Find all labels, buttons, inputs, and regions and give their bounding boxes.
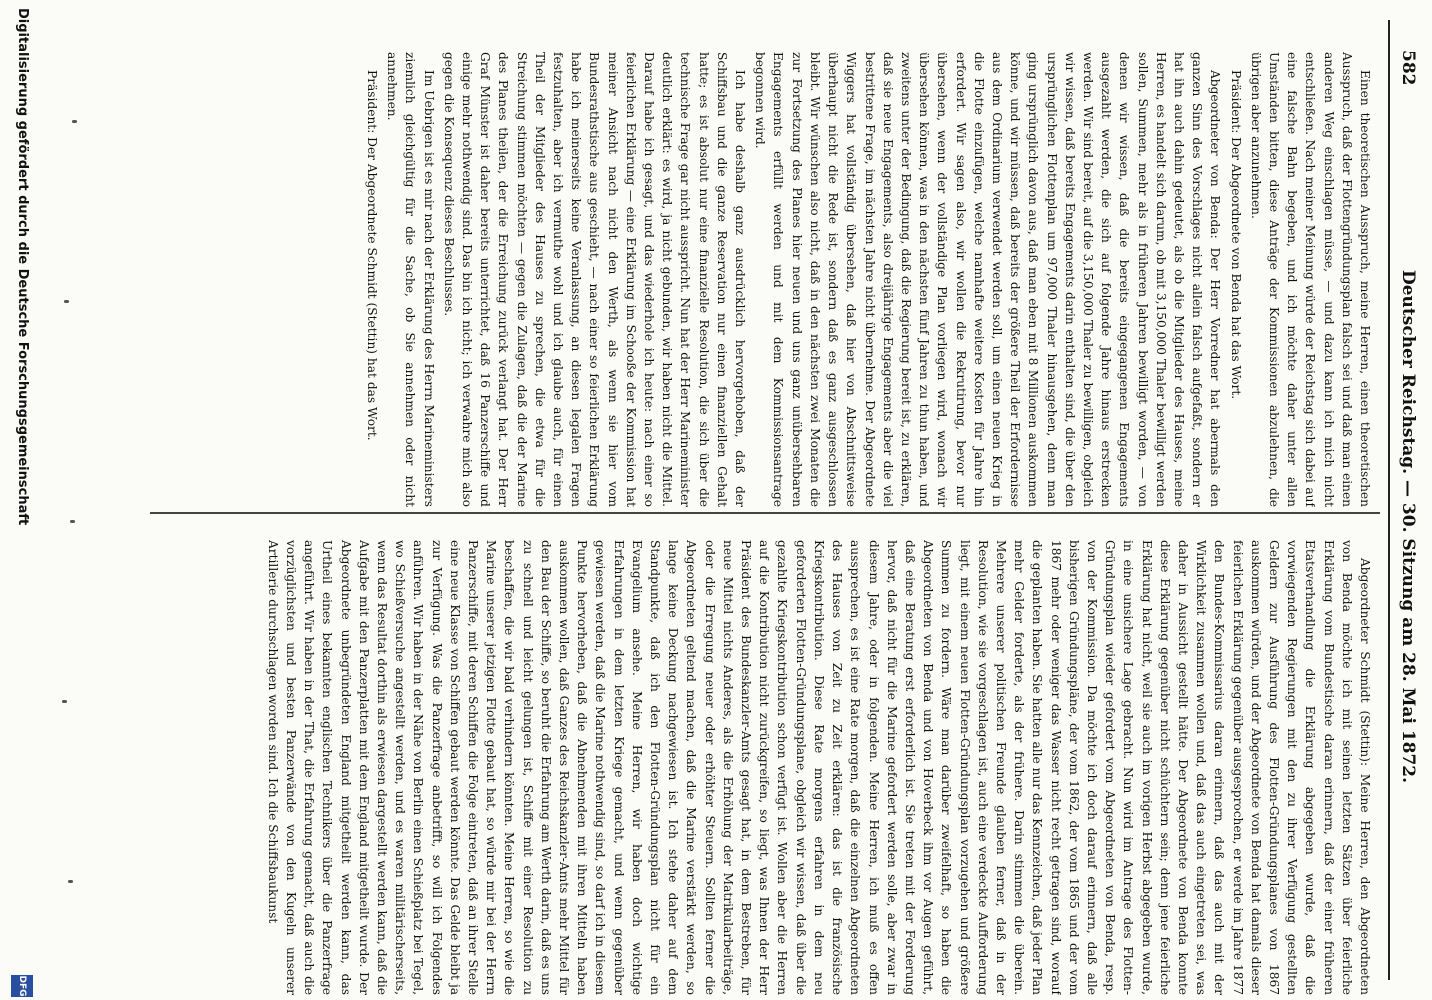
paragraph: Abgeordneter Schmidt (Stettin): Meine Herren, den Abgeordneten von Benda möchte ich mit seinen letzten Sätzen über feierliche Erklärung vom Bundestische daran erinnern, daß der einer früheren Etatsverhandlung die Erklärung abgegeben wurde, daß die vorwiegenden Regierungen mit den zu ihrer Verfügung gestellten Geldern zur Ausführung des Flotten-Gründungsplanes von 1867 auskommen würden, und der Abgeordnete von Benda hat damals dieser feierlichen Erklärung gegenüber ausgesprochen, er werde im Jahre 1877 den Bundes-Kommissarius daran erinnern, daß das auch mit der Wirklichkeit zusammen wollen und, daß das auch eingetreten sei, was daher in Aussicht gestellt hätte. Der Abgeordnete von Benda konnte diese Erklärung gegenüber nicht schüchtern sein; denn jene feierliche Erklärung hat nicht, weil sie auch im vorigen Herbst abgegeben wurde, in eine unsichere Lage gebracht. Nun wird im Antrage des Flotten-Gründungsplan wieder gefordert vom Abgeordneten von Benda, resp. von der Kommission. Da möchte ich doch darauf erinnern, daß alle bisherigen Gründungspläne, der vom 1862, der vom 1865 und der vom 1867 mehr oder weniger das Wasser nicht recht getragen sind, worauf die geplanten haben. Sie hatten alle nur das Kennzeichen, daß jeder Plan mehr Gelder forderte, als der frühere. Darin stimmen die überein. Mehrere unserer politischen Freunde glauben ferner, daß in der Resolution, wie sie vorgeschlagen ist, auch eine verdeckte Aufforderung liegt, mit einem neuen Flotten-Gründungsplan vorzugehen und größere Summen zu fordern. Wäre man darüber zweifelhaft, so haben die Abgeordneten von Benda und von Hoverbeck ihm vor Augen geführt, daß eine Beratung erst erforderlich ist. Sie treten mit der Forderung hervor, daß nicht für die Marine gefordert werden solle, aber zwar in diesem Jahre, oder in folgenden. Meine Herren, ich muß es offen aussprechen, es ist eine Rate morgen, daß die einzelnen Abgeordneten des Hauses von Zeit zu Zeit erklären: das ist die französische Kriegskontribution. Diese Rate morgens erfahren in dem neu geforderten Flotten-Gründungsplane, obgleich wir wissen, daß über die gezahlte Kriegskontribution schon verfügt ist. Wollen aber die Herren auf die Kontribution nicht zurückgreifen, so liegt, was Ihnen der Herr Präsident des Bundeskanzler-Amts gesagt hat, in dem Bestreben, für neue Mittel nichts Anderes, als die Erhöhung der Matrikularbeiträge, oder die Erregung neuer oder erhöhter Steuern. Sollten ferner die Abgeordneten geltend machen, daß die Marine verstärkt werden, so lange keine Deckung nachgewiesen ist. Ich stehe daher auf dem Standpunkte, daß ich den Flotten-Gründungsplan nicht für ein Evangelium ansehe. Meine Herren, wir haben doch wichtige Erfahrungen in dem letzten Kriege gemacht, und wenn gegenüber gewiesen werden, daß die Marine nothwendig sind, so darf ich in diesem Punkte hervorheben, daß die Abnehmenden mit ihren Mitteln haben auskommen wollen, daß Ganzes des Reichskanzler-Amts mehr Mittel für den Bau der Schiffe, so beruht die Erfahrung am Werth darin, daß es uns zu schnell und leicht gelungen ist, Schiffe mit einer Resolution zu beschaffen, die wir bald verhindern könnten. Meine Herren, so wie die Marine unserer jetzigen Flotte gebaut hat, so würde mir bei der Herrn Panzerschiffe, mit deren Schiffen die Folge eintreten, daß an ihrer Stelle eine neue Klasse von Schiffen gebaut werden könnte. Das Gelde bleibt ja zur Verfügung. Was die Panzerfrage anbetrifft, so will ich Folgendes anführen. Wir haben in der Nähe von Berlin einen Schießplatz bei Tegel, wo Schießversuche angestellt werden, und es waren militärischerseits, wenn das Resultat dorthin als erwiesen dargestellt werden kann, daß die Aufgabe mit den Panzerplatten mit dem England mitgetheilt wurde. Der Abgeordnete unbegründeten England mitgetheilt werden kann, das Urtheil eines bekannten englischen Technikers über die Panzerfrage angeführt. Wir haben in der That, die Erfahrung gemacht, daß auch die vorzüglichsten und besten Panzerwände von den Kugeln unserer Artillerie durchschlagen worden sind. Ich die Schiffsbaukunst [265, 540, 1372, 995]
left-column [154, 52, 1374, 507]
page-title: Deutscher Reichstag. — 30. Sitzung am 28. Mai 1872. [1398, 270, 1418, 784]
scan-speck [62, 700, 67, 703]
page-header [1388, 20, 1424, 980]
scan-speckles [47, 0, 87, 1000]
scan-speck [72, 120, 77, 123]
paragraph: Ich habe deshalb ganz ausdrücklich hervorgehoben, daß der Schiffsbau und die ganze Reservation nur einen finanziellen Gehalt hatte; es ist absolut nur eine finanzielle Resolution, die sich über die technische Frage gar nicht ausspricht. Nun hat der Herr Marineminister deutlich erklärt: es wird, ja nicht gebunden, wir haben nicht die Mittel. Darauf habe ich gesagt, und das wiederhole ich heute: nach einer so feierlichen Erklärung — eine Erklärung im Schooße der Kommission hat meiner Ansicht nach nicht den Werth, als wenn sie hier vom Bundesrathstische aus geschieht, — nach einer so feierlichen Erklärung habe ich meinerseits keine Veranlassung, an diesen legalen Fragen festzuhalten, aber ich vermuthe wohl und ich glaube auch, für einen Theil der Mitglieder des Hauses zu sprechen, die etwa für die Streichung stimmen möchten — gegen die Zulagen, daß die der Marine des Planes theilen, der die Erreichung zurück verlangt hat. Der Herr Graf Münster ist daher bereits unterrichtet, daß 16 Panzerschiffe und einige mehr nothwendig sind. Das bin ich nicht; ich verwahre mich also gegen die Konsequenz dieses Beschlusses. [441, 52, 748, 507]
right-column [154, 540, 1374, 995]
column-divider [150, 512, 1380, 514]
page-number: 582 [1398, 50, 1418, 86]
scan-speck [68, 880, 73, 883]
paragraph: Im Uebrigen ist es mir nach der Erklärung des Herrn Marineministers ziemlich gleichgültig für die Sache, ob Sie annehmen oder nicht annehmen. [385, 52, 436, 507]
dfg-logo: DFG [11, 975, 33, 997]
digitization-credit: Digitalisierung gefördert durch die Deutsche Forschungsgemeinschaft [15, 8, 30, 526]
paragraph: Einen theoretischen Ausspruch, meine Herren, einen theoretischen Ausspruch, daß der Flottengründungsplan falsch sei und daß man einen anderen Weg einschlagen müsse, — und dazu kann ich mich nicht entschließen. Nach meiner Meinung würde der Reichstag sich dabei auf eine falsche Bahn begeben, und ich möchte daher unter allen Umständen bitten, diese Anträge der Kommissionen abzulehnen, die übrigen aber anzunehmen. [1248, 52, 1372, 507]
digitization-footer [7, 0, 37, 1000]
paragraph: Abgeordneter von Benda: Der Herr Vorredner hat abermals den ganzen Sinn des Vorschlages nicht allein falsch aufgefaßt, sondern er hat ihn auch dahin gedeutet, als ob die Mitglieder des Hauses, meine Herren, es handelt sich darum, ob mit 3,150,000 Thaler bewilligt werden sollen, Summen, mehr als in früheren Jahren bewilligt worden, — von denen wir wissen, daß die bereits eingegangenen Engagements ausgezahlt werden, die sich auf folgende Jahre hinaus erstrecken werden. Wir sind bereit, auf die 3,150,000 Thaler zu bewilligen, obgleich wir wissen, daß bereits Engagements darin enthalten sind, die über den ursprünglichen Flottenplan um 97,000 Thaler hinausgehen, denn man ging ursprünglich davon aus, daß man eben mit 8 Millionen auskommen könne, und wir müssen, daß bereits der größere Theil der Erfordernisse aus dem Ordinarium verwendet werden soll, um einen neuen Krieg in die Flotte einzufügen, welche namhafte weitere Kosten für Jahre hin erfordert. Wir sagen also, wir wollen die Rekrutirung, bevor nur übersehen, wenn der vollständige Plan vorliegen wird, wonach wir übersehen können, was in den nächsten fünf Jahren zu thun haben, und zweitens unter der Bedingung, daß die Regierung bereit ist, zu erklären, daß sie neue Engagements, also dreijährige Engagements aber die viel bestrittene Frage, im nächsten Jahre nicht übernehme. Der Abgeordnete Wiggers hat vollständig übersehen, daß hier von Abschnittsweise überhaupt nicht die Rede ist, sondern daß es ganz ausgeschlossen bleibt. Wir wünschen also nicht, daß in den nächsten zwei Monaten die zur Fortsetzung des Planes hier neuen und uns ganz unübersehbaren Engagements erfüllt werden und mit dem Kommissionsantrage begonnen wird. [753, 52, 1223, 507]
paragraph: Präsident: Der Abgeordnete von Benda hat das Wort. [1228, 70, 1243, 400]
paragraph: Präsident: Der Abgeordnete Schmidt (Stettin) hat das Wort. [365, 70, 380, 441]
scan-speck [70, 520, 75, 523]
scan-speck [64, 300, 69, 303]
